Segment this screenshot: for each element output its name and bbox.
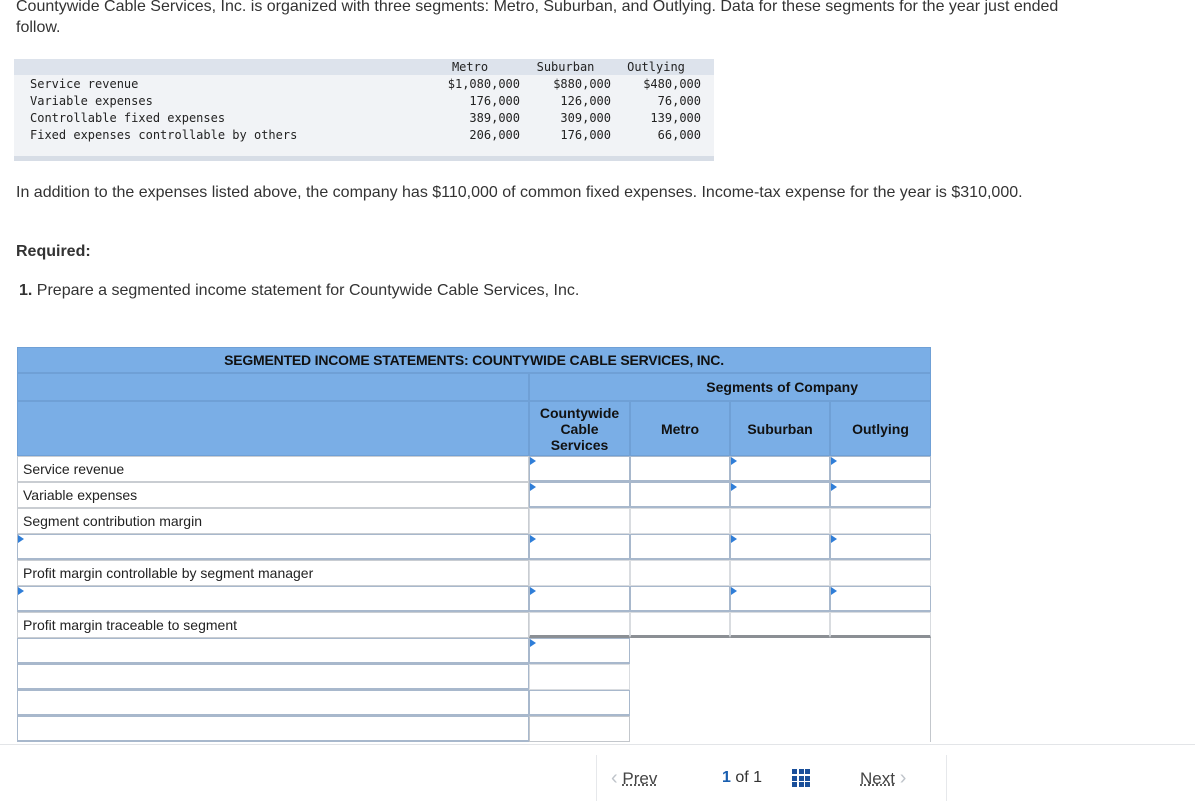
given-row: Controllable fixed expenses 389,000 309,000 139,000 [30,111,701,125]
col-header-suburban: Suburban [730,401,830,456]
input-variable-expenses-outlying[interactable] [830,482,931,508]
value-row9-total [529,664,630,690]
col-header-total: Countywide Cable Services [529,401,630,456]
row-label-variable-expenses: Variable expenses [17,482,529,508]
input-row4-metro[interactable] [630,534,730,560]
value-pmt-suburban [730,612,830,638]
input-variable-expenses-suburban[interactable] [730,482,830,508]
segmented-income-statement [17,347,931,739]
value-pmt-outlying [830,612,931,638]
value-scm-suburban [730,508,830,534]
input-row4-total[interactable] [529,534,630,560]
value-pmc-suburban [730,560,830,586]
next-button[interactable]: Next › [860,767,907,789]
given-row-label: Fixed expenses controllable by others [30,128,298,142]
value-scm-total [529,508,630,534]
statement-title: SEGMENTED INCOME STATEMENTS: COUNTYWIDE CABLE SERVICES, INC. [17,347,931,373]
grid-icon[interactable] [792,769,810,787]
input-row4-outlying[interactable] [830,534,931,560]
given-data-table [14,59,714,161]
input-row8-total[interactable] [529,638,630,664]
row-label-service-revenue: Service revenue [17,456,529,482]
given-row: Variable expenses 176,000 126,000 76,000 [30,94,701,108]
input-row6-suburban[interactable] [730,586,830,612]
value-pmt-total [529,612,630,638]
input-expense-label-2[interactable] [17,586,529,612]
row-label-profit-controllable: Profit margin controllable by segment manager [17,560,529,586]
input-row10-total[interactable] [529,690,630,716]
chevron-left-icon: ‹ [611,767,618,789]
input-expense-label-5[interactable] [17,690,529,716]
input-row6-metro[interactable] [630,586,730,612]
col-header-outlying: Outlying [830,401,931,456]
input-service-revenue-outlying[interactable] [830,456,931,482]
pagination-footer [0,744,1195,806]
problem-intro: Countywide Cable Services, Inc. is organized with three segments: Metro, Suburban, and Outlying. Data for these segments for the year just ended follow. [16,0,1059,36]
question-1: 1. Prepare a segmented income statement for Countywide Cable Services, Inc. [19,282,580,299]
value-pmt-metro [630,612,730,638]
input-variable-expenses-total[interactable] [529,482,630,508]
given-header-metro: Metro [451,60,489,74]
chevron-right-icon: › [899,767,907,789]
value-pmc-metro [630,560,730,586]
segments-header: Segments of Company [529,373,931,401]
prev-button[interactable]: ‹ Prev [611,767,658,789]
input-service-revenue-suburban[interactable] [730,456,830,482]
required-heading: Required: [16,243,91,260]
given-row: Fixed expenses controllable by others 206,000 176,000 66,000 [30,128,701,142]
input-row6-total[interactable] [529,586,630,612]
input-variable-expenses-metro[interactable] [630,482,730,508]
given-row-label: Service revenue [30,77,139,91]
value-pmc-total [529,560,630,586]
value-scm-outlying [830,508,931,534]
input-expense-label-3[interactable] [17,638,529,664]
input-row4-suburban[interactable] [730,534,830,560]
page-indicator: 1 of 1 [722,769,763,786]
input-expense-label-4[interactable] [17,664,529,690]
given-row: Service revenue $1,080,000 $880,000 $480,000 [30,77,701,91]
input-expense-label-6[interactable] [17,716,529,742]
input-service-revenue-total[interactable] [529,456,630,482]
value-scm-metro [630,508,730,534]
given-header-suburban: Suburban [536,60,595,74]
given-row-label: Controllable fixed expenses [30,111,226,125]
input-row6-outlying[interactable] [830,586,931,612]
input-expense-label-1[interactable] [17,534,529,560]
row-label-profit-traceable: Profit margin traceable to segment [17,612,529,638]
given-header-outlying: Outlying [627,60,685,74]
input-row11-total[interactable] [529,716,630,742]
col-header-metro: Metro [630,401,730,456]
input-service-revenue-metro[interactable] [630,456,730,482]
given-row-label: Variable expenses [30,94,153,108]
row-label-segment-contribution-margin: Segment contribution margin [17,508,529,534]
value-pmc-outlying [830,560,931,586]
additional-info: In addition to the expenses listed above, the company has $110,000 of common fixed expenses. Income-tax expense for the year is $310,000. [16,184,1023,201]
